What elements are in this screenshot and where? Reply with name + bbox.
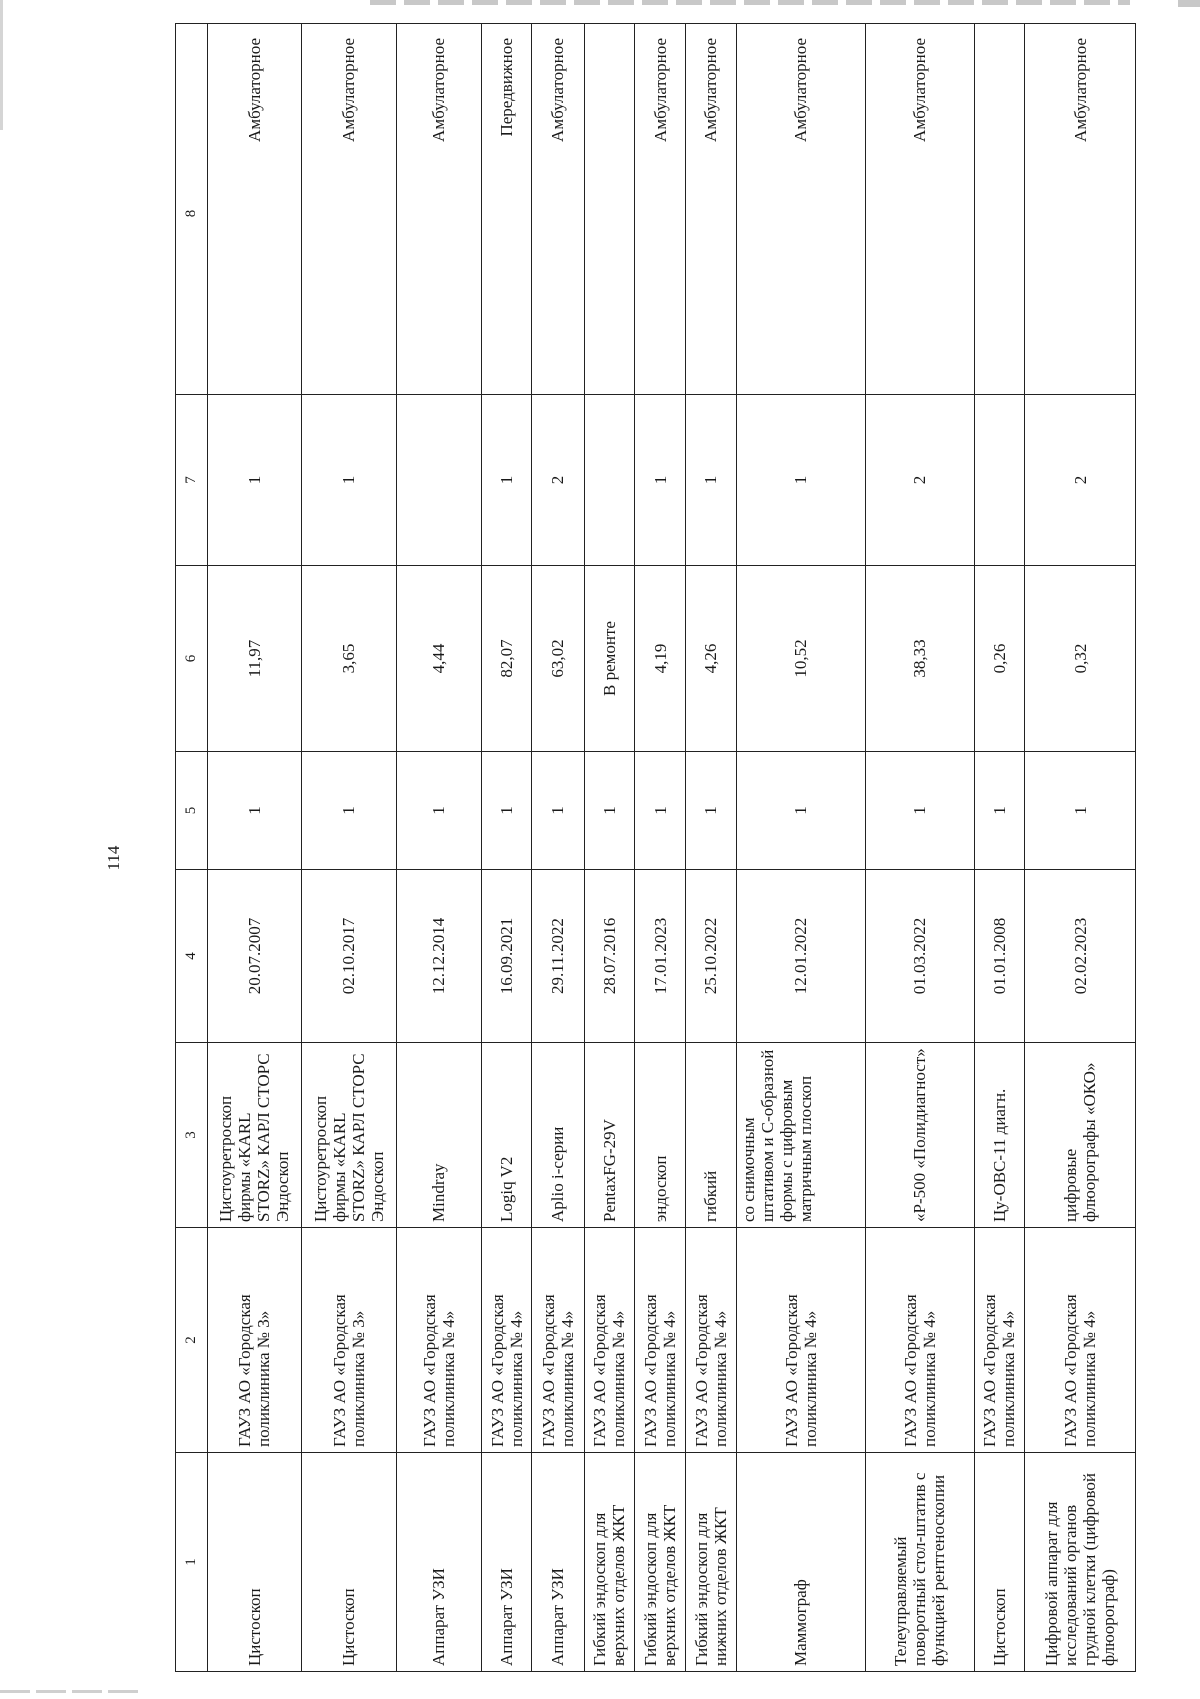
model-cell: Цистоуретроскоп фирмы «KARL STORZ» КАРЛ СТОРС Эндоскоп — [207, 1043, 302, 1228]
commission-date-cell: 12.01.2022 — [736, 870, 866, 1043]
care-type-cell: Амбулаторное — [686, 24, 736, 395]
table-row — [686, 24, 736, 1672]
col-num-4: 4 — [176, 870, 208, 1043]
table-row — [736, 24, 866, 1672]
count-cell — [396, 395, 481, 566]
equipment-type-cell: Цистоскоп — [302, 1453, 397, 1672]
col-num-7: 7 — [176, 395, 208, 566]
usage-value-cell: 0,26 — [974, 566, 1024, 752]
model-cell: эндоскоп — [634, 1043, 685, 1228]
quantity-cell: 1 — [302, 752, 397, 870]
equipment-type-cell: Маммограф — [736, 1453, 866, 1672]
commission-date-cell: 25.10.2022 — [686, 870, 736, 1043]
quantity-cell: 1 — [686, 752, 736, 870]
quantity-cell: 1 — [736, 752, 866, 870]
quantity-cell: 1 — [396, 752, 481, 870]
commission-date-cell: 16.09.2021 — [481, 870, 531, 1043]
count-cell: 1 — [634, 395, 685, 566]
table-row — [584, 24, 634, 1672]
care-type-cell: Амбулаторное — [736, 24, 866, 395]
usage-value-cell: 82,07 — [481, 566, 531, 752]
col-num-5: 5 — [176, 752, 208, 870]
organization-cell: ГАУЗ АО «Городская поликлиника № 4» — [396, 1228, 481, 1453]
table-row — [532, 24, 585, 1672]
care-type-cell — [974, 24, 1024, 395]
commission-date-cell: 29.11.2022 — [532, 870, 585, 1043]
commission-date-cell: 02.10.2017 — [302, 870, 397, 1043]
organization-cell: ГАУЗ АО «Городская поликлиника № 4» — [686, 1228, 736, 1453]
model-cell: со снимочным штативом и С-образной формы с цифровым матричным плоскоп — [736, 1043, 866, 1228]
count-cell: 1 — [481, 395, 531, 566]
organization-cell: ГАУЗ АО «Городская поликлиника № 4» — [736, 1228, 866, 1453]
usage-value-cell: 11,97 — [207, 566, 302, 752]
equipment-table-grid — [175, 23, 1136, 1672]
quantity-cell: 1 — [1025, 752, 1136, 870]
usage-value-cell: 38,33 — [866, 566, 975, 752]
equipment-type-cell: Цистоскоп — [207, 1453, 302, 1672]
scan-artifact-bottom — [0, 1690, 140, 1693]
usage-value-cell: В ремонте — [584, 566, 634, 752]
quantity-cell: 1 — [584, 752, 634, 870]
table-row — [866, 24, 975, 1672]
count-cell: 1 — [686, 395, 736, 566]
equipment-type-cell: Гибкий эндоскоп для верхних отделов ЖКТ — [584, 1453, 634, 1672]
quantity-cell: 1 — [866, 752, 975, 870]
model-cell: Цу-ОВС-11 диагн. — [974, 1043, 1024, 1228]
commission-date-cell: 20.07.2007 — [207, 870, 302, 1043]
equipment-type-cell: Цифровой аппарат для исследований органов грудной клетки (цифровой флюорограф) — [1025, 1453, 1136, 1672]
quantity-cell: 1 — [974, 752, 1024, 870]
organization-cell: ГАУЗ АО «Городская поликлиника № 4» — [866, 1228, 975, 1453]
count-cell: 1 — [302, 395, 397, 566]
usage-value-cell: 3,65 — [302, 566, 397, 752]
table-body — [176, 24, 1136, 1672]
care-type-cell: Амбулаторное — [396, 24, 481, 395]
table-row — [302, 24, 397, 1672]
commission-date-cell: 02.02.2023 — [1025, 870, 1136, 1043]
model-cell: PentaxFG-29V — [584, 1043, 634, 1228]
usage-value-cell: 0,32 — [1025, 566, 1136, 752]
care-type-cell: Амбулаторное — [302, 24, 397, 395]
usage-value-cell: 4,19 — [634, 566, 685, 752]
care-type-cell: Передвижное — [481, 24, 531, 395]
organization-cell: ГАУЗ АО «Городская поликлиника № 4» — [481, 1228, 531, 1453]
usage-value-cell: 63,02 — [532, 566, 585, 752]
scan-artifact-left — [0, 0, 3, 130]
scan-artifact-top — [370, 0, 1130, 5]
col-num-1: 1 — [176, 1453, 208, 1672]
col-num-6: 6 — [176, 566, 208, 752]
equipment-type-cell: Гибкий эндоскоп для нижних отделов ЖКТ — [686, 1453, 736, 1672]
model-cell: цифровые флюорографы «ОКО» — [1025, 1043, 1136, 1228]
col-num-8: 8 — [176, 24, 208, 395]
count-cell: 2 — [866, 395, 975, 566]
scan-artifact-corner — [1178, 0, 1200, 7]
organization-cell: ГАУЗ АО «Городская поликлиника № 3» — [207, 1228, 302, 1453]
usage-value-cell: 4,44 — [396, 566, 481, 752]
organization-cell: ГАУЗ АО «Городская поликлиника № 4» — [532, 1228, 585, 1453]
care-type-cell: Амбулаторное — [1025, 24, 1136, 395]
table-row — [974, 24, 1024, 1672]
commission-date-cell: 17.01.2023 — [634, 870, 685, 1043]
table-row — [1025, 24, 1136, 1672]
organization-cell: ГАУЗ АО «Городская поликлиника № 4» — [584, 1228, 634, 1453]
quantity-cell: 1 — [532, 752, 585, 870]
organization-cell: ГАУЗ АО «Городская поликлиника № 4» — [974, 1228, 1024, 1453]
model-cell: гибкий — [686, 1043, 736, 1228]
commission-date-cell: 12.12.2014 — [396, 870, 481, 1043]
commission-date-cell: 01.01.2008 — [974, 870, 1024, 1043]
count-cell: 1 — [736, 395, 866, 566]
model-cell: Цистоуретроскоп фирмы «KARL STORZ» КАРЛ СТОРС Эндоскоп — [302, 1043, 397, 1228]
count-cell — [974, 395, 1024, 566]
equipment-type-cell: Гибкий эндоскоп для верхних отделов ЖКТ — [634, 1453, 685, 1672]
table-row — [207, 24, 302, 1672]
quantity-cell: 1 — [481, 752, 531, 870]
table-row — [481, 24, 531, 1672]
equipment-table — [175, 38, 1136, 1672]
usage-value-cell: 10,52 — [736, 566, 866, 752]
organization-cell: ГАУЗ АО «Городская поликлиника № 4» — [1025, 1228, 1136, 1453]
organization-cell: ГАУЗ АО «Городская поликлиника № 3» — [302, 1228, 397, 1453]
commission-date-cell: 28.07.2016 — [584, 870, 634, 1043]
equipment-type-cell: Телеуправляемый поворотный стол-штатив с функцией рентгеноскопии — [866, 1453, 975, 1672]
model-cell: Aplio i-серии — [532, 1043, 585, 1228]
care-type-cell: Амбулаторное — [532, 24, 585, 395]
equipment-type-cell: Аппарат УЗИ — [396, 1453, 481, 1672]
equipment-type-cell: Аппарат УЗИ — [481, 1453, 531, 1672]
care-type-cell — [584, 24, 634, 395]
count-cell — [584, 395, 634, 566]
commission-date-cell: 01.03.2022 — [866, 870, 975, 1043]
care-type-cell: Амбулаторное — [207, 24, 302, 395]
page-number: 114 — [104, 845, 123, 871]
model-cell: Logiq V2 — [481, 1043, 531, 1228]
count-cell: 1 — [207, 395, 302, 566]
usage-value-cell: 4,26 — [686, 566, 736, 752]
care-type-cell: Амбулаторное — [634, 24, 685, 395]
table-row — [634, 24, 685, 1672]
care-type-cell: Амбулаторное — [866, 24, 975, 395]
quantity-cell: 1 — [634, 752, 685, 870]
count-cell: 2 — [1025, 395, 1136, 566]
model-cell: Mindray — [396, 1043, 481, 1228]
model-cell: «Р-500 «Полидиагност» — [866, 1043, 975, 1228]
count-cell: 2 — [532, 395, 585, 566]
col-num-3: 3 — [176, 1043, 208, 1228]
equipment-type-cell: Цистоскоп — [974, 1453, 1024, 1672]
quantity-cell: 1 — [207, 752, 302, 870]
column-number-row — [176, 24, 208, 1672]
equipment-type-cell: Аппарат УЗИ — [532, 1453, 585, 1672]
table-row — [396, 24, 481, 1672]
col-num-2: 2 — [176, 1228, 208, 1453]
organization-cell: ГАУЗ АО «Городская поликлиника № 4» — [634, 1228, 685, 1453]
